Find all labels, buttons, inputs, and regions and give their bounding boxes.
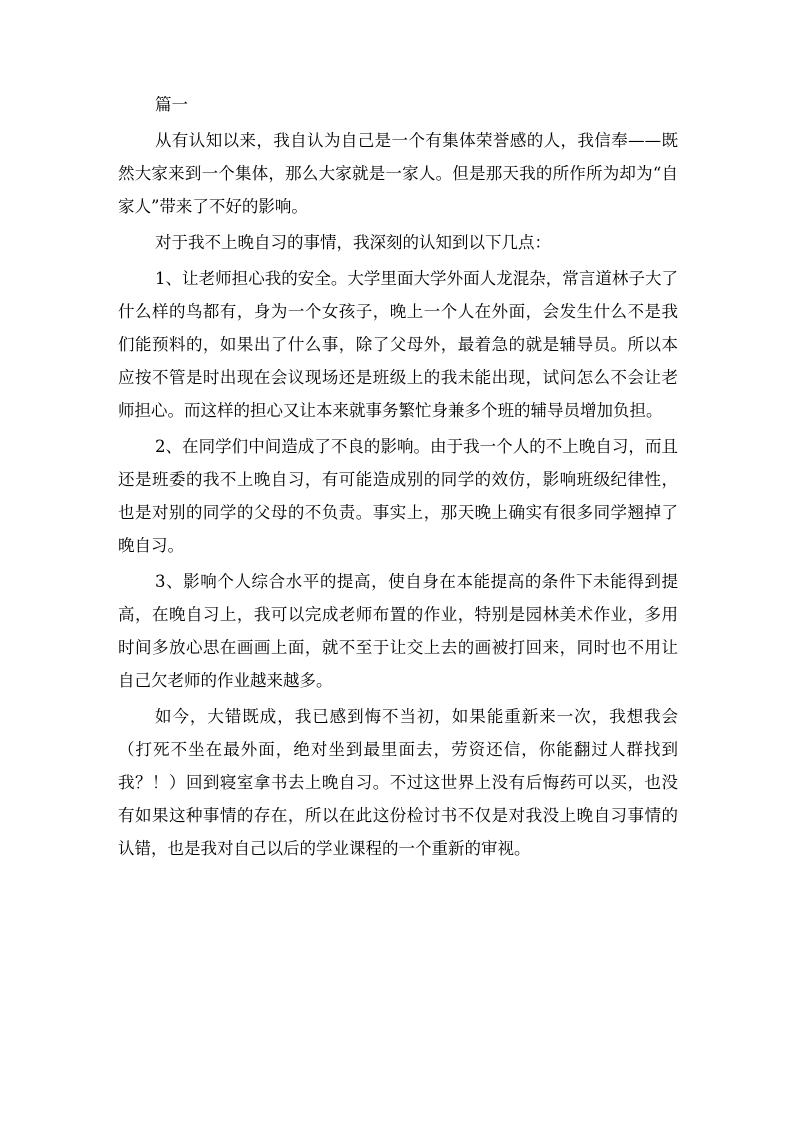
paragraph-summary: 对于我不上晚自习的事情，我深刻的认知到以下几点：: [155, 233, 551, 252]
paragraph-point-2: 2、在同学们中间造成了不良的影响。由于我一个人的不上晚自习，而且还是班委的我不上晚自习，有可能造成别的同学的效仿，影响班级纪律性，也是对别的同学的父母的不负责。事实上，那天晚上确实有很多同学翘掉了晚自习。: [118, 437, 678, 555]
paragraph-conclusion: 如今，大错既成，我已感到悔不当初，如果能重新来一次，我想我会（打死不坐在最外面，绝对坐到最里面去，劳资还信，你能翻过人群找到我？！）回到寝室拿书去上晚自习。不过这世界上没有后悔药可以买，也没有如果这种事情的存在，所以在此这份检讨书不仅是对我没上晚自习事情的认错，也是我对自己以后的学业课程的一个重新的审视。: [118, 707, 678, 858]
paragraph-point-3: 3、影响个人综合水平的提高，使自身在本能提高的条件下未能得到提高，在晚自习上，我可以完成老师布置的作业，特别是园林美术作业，多用时间多放心思在画画上面，就不至于让交上去的画被打回来，同时也不用让自己欠老师的作业越来越多。: [118, 572, 678, 690]
document-heading: 篇一: [155, 95, 188, 114]
document-body: [118, 88, 678, 868]
paragraph-intro: 从有认知以来，我自认为自己是一个有集体荣誉感的人，我信奉——既然大家来到一个集体，那么大家就是一家人。但是那天我的所作所为却为“自家人”带来了不好的影响。: [118, 131, 678, 216]
paragraph-point-1: 1、让老师担心我的安全。大学里面大学外面人龙混杂，常言道林子大了什么样的鸟都有，身为一个女孩子，晚上一个人在外面，会发生什么不是我们能预料的，如果出了什么事，除了父母外，最着急的就是辅导员。所以本应按不管是时出现在会议现场还是班级上的我未能出现，试问怎么不会让老师担心。而这样的担心又让本来就事务繁忙身兼多个班的辅导员增加负担。: [118, 269, 678, 420]
